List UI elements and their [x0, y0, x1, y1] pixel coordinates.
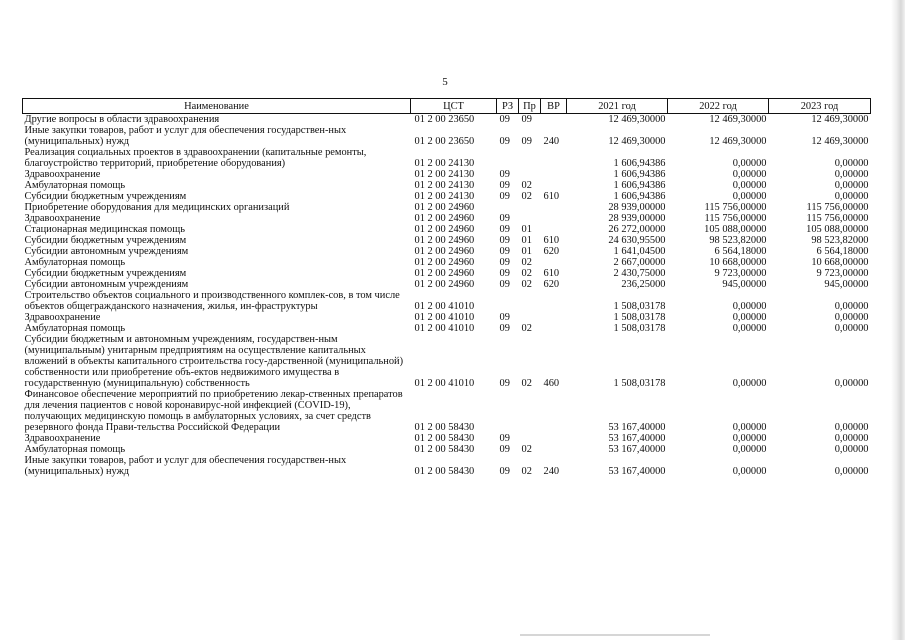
table-header-row [23, 99, 871, 114]
cell-cst: 01 2 00 58430 [414, 444, 475, 455]
cell-2023: 0,00000 [834, 301, 869, 312]
cell-rz [497, 389, 519, 433]
table-row [23, 323, 871, 334]
cell-name: Субсидии бюджетным учреждениям [24, 268, 187, 279]
cell-vr [541, 257, 567, 268]
cell-pr: 02 [521, 378, 532, 389]
cell-2023: 0,00000 [834, 312, 869, 323]
cell-2023: 0,00000 [834, 180, 869, 191]
cell-rz: 09 [499, 466, 510, 477]
cell-cst: 01 2 00 24960 [414, 213, 475, 224]
cell-name: Реализация социальных проектов в здравоохранении (капитальные ремонты, благоустройство территорий, приобретение оборудования) [24, 147, 367, 169]
cell-pr: 02 [521, 257, 532, 268]
cell-vr: 240 [543, 136, 560, 147]
cell-vr [541, 433, 567, 444]
cell-cst: 01 2 00 24130 [414, 158, 475, 169]
cell-2022: 0,00000 [732, 301, 767, 312]
cell-cst: 01 2 00 24960 [414, 202, 475, 213]
cell-2021: 53 167,40000 [608, 466, 666, 477]
cell-2022: 98 523,82000 [709, 235, 767, 246]
cell-2021: 53 167,40000 [608, 422, 666, 433]
cell-vr: 620 [543, 246, 560, 257]
table-row [23, 257, 871, 268]
table-row [23, 290, 871, 312]
table-row [23, 444, 871, 455]
table-row [23, 169, 871, 180]
cell-vr [541, 323, 567, 334]
cell-rz: 09 [499, 136, 510, 147]
cell-rz: 09 [499, 444, 510, 455]
cell-2023: 945,00000 [824, 279, 869, 290]
cell-vr [541, 312, 567, 323]
cell-2023: 115 756,00000 [806, 213, 869, 224]
cell-2023: 0,00000 [834, 422, 869, 433]
scan-bottom-mark [520, 634, 710, 636]
cell-2023: 0,00000 [834, 378, 869, 389]
header-2022: 2022 год [668, 99, 769, 114]
cell-2022: 12 469,30000 [709, 114, 767, 125]
cell-2023: 0,00000 [834, 466, 869, 477]
cell-cst: 01 2 00 23650 [414, 136, 475, 147]
cell-pr [519, 312, 541, 323]
cell-2022: 0,00000 [732, 312, 767, 323]
cell-2022: 945,00000 [722, 279, 767, 290]
cell-2022: 0,00000 [732, 433, 767, 444]
header-2021: 2021 год [567, 99, 668, 114]
cell-2021: 236,25000 [621, 279, 666, 290]
cell-2021: 2 430,75000 [613, 268, 666, 279]
cell-2021: 1 508,03178 [613, 312, 666, 323]
cell-pr: 02 [521, 466, 532, 477]
table-row [23, 246, 871, 257]
cell-pr [519, 389, 541, 433]
cell-pr: 01 [521, 235, 532, 246]
cell-2022: 6 564,18000 [714, 246, 767, 257]
table-row [23, 180, 871, 191]
cell-rz: 09 [499, 378, 510, 389]
cell-vr: 460 [543, 378, 560, 389]
cell-vr: 610 [543, 191, 560, 202]
table-row [23, 114, 871, 126]
cell-2023: 9 723,00000 [816, 268, 869, 279]
header-name: Наименование [23, 99, 411, 114]
cell-rz: 09 [499, 235, 510, 246]
cell-2021: 1 606,94386 [613, 191, 666, 202]
cell-name: Иные закупки товаров, работ и услуг для обеспечения государствен-ных (муниципальных) нужд [24, 125, 347, 147]
cell-rz: 09 [499, 323, 510, 334]
cell-2023: 6 564,18000 [816, 246, 869, 257]
table-row [23, 268, 871, 279]
cell-name: Амбулаторная помощь [24, 444, 126, 455]
cell-2022: 0,00000 [732, 466, 767, 477]
cell-2023: 0,00000 [834, 444, 869, 455]
cell-vr: 620 [543, 279, 560, 290]
cell-vr [541, 169, 567, 180]
cell-cst: 01 2 00 24960 [414, 257, 475, 268]
cell-name: Субсидии бюджетным учреждениям [24, 235, 187, 246]
cell-name: Субсидии автономным учреждениям [24, 246, 189, 257]
cell-rz: 09 [499, 180, 510, 191]
cell-rz: 09 [499, 169, 510, 180]
cell-name: Другие вопросы в области здравоохранения [24, 114, 220, 125]
cell-2021: 1 606,94386 [613, 169, 666, 180]
header-2023: 2023 год [769, 99, 871, 114]
cell-2022: 0,00000 [732, 323, 767, 334]
cell-rz: 09 [499, 213, 510, 224]
cell-2021: 1 508,03178 [613, 323, 666, 334]
cell-cst: 01 2 00 24960 [414, 246, 475, 257]
cell-2022: 0,00000 [732, 444, 767, 455]
cell-pr [519, 290, 541, 312]
header-rz: РЗ [497, 99, 519, 114]
cell-pr: 02 [521, 323, 532, 334]
cell-pr: 09 [521, 136, 532, 147]
cell-2022: 0,00000 [732, 169, 767, 180]
cell-cst: 01 2 00 41010 [414, 301, 475, 312]
cell-cst: 01 2 00 58430 [414, 466, 475, 477]
cell-cst: 01 2 00 24130 [414, 169, 475, 180]
table-row [23, 433, 871, 444]
cell-name: Иные закупки товаров, работ и услуг для обеспечения государствен-ных (муниципальных) нужд [24, 455, 347, 477]
cell-name: Здравоохранение [24, 213, 101, 224]
cell-pr: 02 [521, 268, 532, 279]
cell-rz: 09 [499, 224, 510, 235]
cell-rz: 09 [499, 257, 510, 268]
table-row [23, 312, 871, 323]
cell-2023: 10 668,00000 [811, 257, 869, 268]
cell-pr [519, 147, 541, 169]
cell-cst: 01 2 00 41010 [414, 312, 475, 323]
scan-edge-shadow [891, 0, 905, 640]
header-cst: ЦСТ [411, 99, 497, 114]
cell-name: Приобретение оборудования для медицинских организаций [24, 202, 290, 213]
page-number: 5 [442, 76, 448, 88]
cell-pr [519, 213, 541, 224]
cell-name: Здравоохранение [24, 433, 101, 444]
cell-2023: 0,00000 [834, 169, 869, 180]
cell-2022: 0,00000 [732, 180, 767, 191]
cell-rz: 09 [499, 191, 510, 202]
cell-rz [497, 147, 519, 169]
cell-2023: 98 523,82000 [811, 235, 869, 246]
cell-pr: 02 [521, 279, 532, 290]
cell-2021: 1 606,94386 [613, 158, 666, 169]
cell-cst: 01 2 00 24130 [414, 191, 475, 202]
table-row [23, 224, 871, 235]
cell-cst: 01 2 00 24130 [414, 180, 475, 191]
cell-rz: 09 [499, 268, 510, 279]
cell-cst: 01 2 00 41010 [414, 323, 475, 334]
cell-2021: 53 167,40000 [608, 444, 666, 455]
cell-vr [541, 389, 567, 433]
cell-2022: 115 756,00000 [704, 213, 767, 224]
cell-2021: 2 667,00000 [613, 257, 666, 268]
cell-vr: 610 [543, 235, 560, 246]
cell-pr: 01 [521, 246, 532, 257]
cell-2023: 0,00000 [834, 191, 869, 202]
table-body [23, 114, 871, 478]
cell-name: Субсидии автономным учреждениям [24, 279, 189, 290]
cell-2023: 0,00000 [834, 433, 869, 444]
cell-2022: 105 088,00000 [704, 224, 767, 235]
cell-vr [541, 444, 567, 455]
cell-2021: 1 641,04500 [613, 246, 666, 257]
cell-cst: 01 2 00 41010 [414, 378, 475, 389]
table-row [23, 213, 871, 224]
cell-2021: 28 939,00000 [608, 213, 666, 224]
table-row [23, 147, 871, 169]
cell-pr [519, 433, 541, 444]
cell-2021: 53 167,40000 [608, 433, 666, 444]
cell-name: Финансовое обеспечение мероприятий по приобретению лекар-ственных препаратов для лечения пациентов с новой коронавирус-ной инфекцией (COVID-19), получающих медицинскую помощь в амбулаторных условиях, за счет средств резервного фонда Прави-тельства Российской Федерации [24, 389, 403, 433]
cell-pr: 02 [521, 180, 532, 191]
cell-name: Амбулаторная помощь [24, 180, 126, 191]
cell-rz: 09 [499, 312, 510, 323]
cell-rz: 09 [499, 246, 510, 257]
cell-cst: 01 2 00 24960 [414, 268, 475, 279]
cell-2023: 0,00000 [834, 323, 869, 334]
cell-2023: 12 469,30000 [811, 136, 869, 147]
table-row [23, 279, 871, 290]
cell-vr: 240 [543, 466, 560, 477]
cell-cst: 01 2 00 24960 [414, 235, 475, 246]
cell-vr [541, 180, 567, 191]
cell-rz [497, 202, 519, 213]
cell-pr: 01 [521, 224, 532, 235]
cell-name: Здравоохранение [24, 312, 101, 323]
cell-2023: 0,00000 [834, 158, 869, 169]
cell-pr [519, 202, 541, 213]
cell-2021: 24 630,95500 [608, 235, 666, 246]
cell-2021: 12 469,30000 [608, 114, 666, 125]
cell-pr: 09 [521, 114, 532, 125]
cell-cst: 01 2 00 58430 [414, 422, 475, 433]
cell-vr [541, 147, 567, 169]
cell-rz: 09 [499, 433, 510, 444]
cell-2022: 10 668,00000 [709, 257, 767, 268]
cell-pr: 02 [521, 191, 532, 202]
cell-name: Стационарная медицинская помощь [24, 224, 185, 235]
table-row [23, 202, 871, 213]
header-pr: Пр [519, 99, 541, 114]
cell-vr [541, 224, 567, 235]
cell-2023: 115 756,00000 [806, 202, 869, 213]
cell-2021: 26 272,00000 [608, 224, 666, 235]
cell-cst: 01 2 00 23650 [414, 114, 475, 125]
cell-rz [497, 290, 519, 312]
cell-2022: 0,00000 [732, 378, 767, 389]
cell-vr [541, 202, 567, 213]
cell-2021: 1 508,03178 [613, 378, 666, 389]
table-row [23, 455, 871, 477]
cell-2021: 12 469,30000 [608, 136, 666, 147]
cell-2021: 1 606,94386 [613, 180, 666, 191]
table-row [23, 191, 871, 202]
cell-pr: 02 [521, 444, 532, 455]
cell-pr [519, 169, 541, 180]
budget-table [22, 98, 871, 477]
cell-2022: 0,00000 [732, 422, 767, 433]
cell-name: Строительство объектов социального и производственного комплек-сов, в том числе объектов общегражданского назначения, жилья, ин-фраструктуры [24, 290, 400, 312]
table-row [23, 125, 871, 147]
cell-2023: 12 469,30000 [811, 114, 869, 125]
cell-cst: 01 2 00 58430 [414, 433, 475, 444]
cell-name: Субсидии бюджетным и автономным учреждениям, государствен-ным (муниципальным) унитарным предприятиям на осуществление капитальных вложений в объекты капитального строительства госу-дарственной (муниципальной) собственности или приобретение объ-ектов недвижимого имущества в государственную (муниципальную) собственность [24, 334, 404, 389]
cell-rz: 09 [499, 114, 510, 125]
cell-name: Амбулаторная помощь [24, 323, 126, 334]
cell-vr [541, 213, 567, 224]
table-row [23, 334, 871, 389]
cell-cst: 01 2 00 24960 [414, 224, 475, 235]
cell-2023: 105 088,00000 [806, 224, 869, 235]
header-vr: ВР [541, 99, 567, 114]
cell-vr: 610 [543, 268, 560, 279]
cell-2022: 0,00000 [732, 191, 767, 202]
cell-cst: 01 2 00 24960 [414, 279, 475, 290]
cell-name: Субсидии бюджетным учреждениям [24, 191, 187, 202]
table-row [23, 235, 871, 246]
cell-vr [541, 290, 567, 312]
cell-name: Здравоохранение [24, 169, 101, 180]
cell-2022: 0,00000 [732, 158, 767, 169]
cell-2022: 9 723,00000 [714, 268, 767, 279]
cell-2021: 1 508,03178 [613, 301, 666, 312]
cell-2021: 28 939,00000 [608, 202, 666, 213]
cell-vr [541, 114, 567, 126]
table-row [23, 389, 871, 433]
cell-rz: 09 [499, 279, 510, 290]
cell-name: Амбулаторная помощь [24, 257, 126, 268]
cell-2022: 12 469,30000 [709, 136, 767, 147]
cell-2022: 115 756,00000 [704, 202, 767, 213]
